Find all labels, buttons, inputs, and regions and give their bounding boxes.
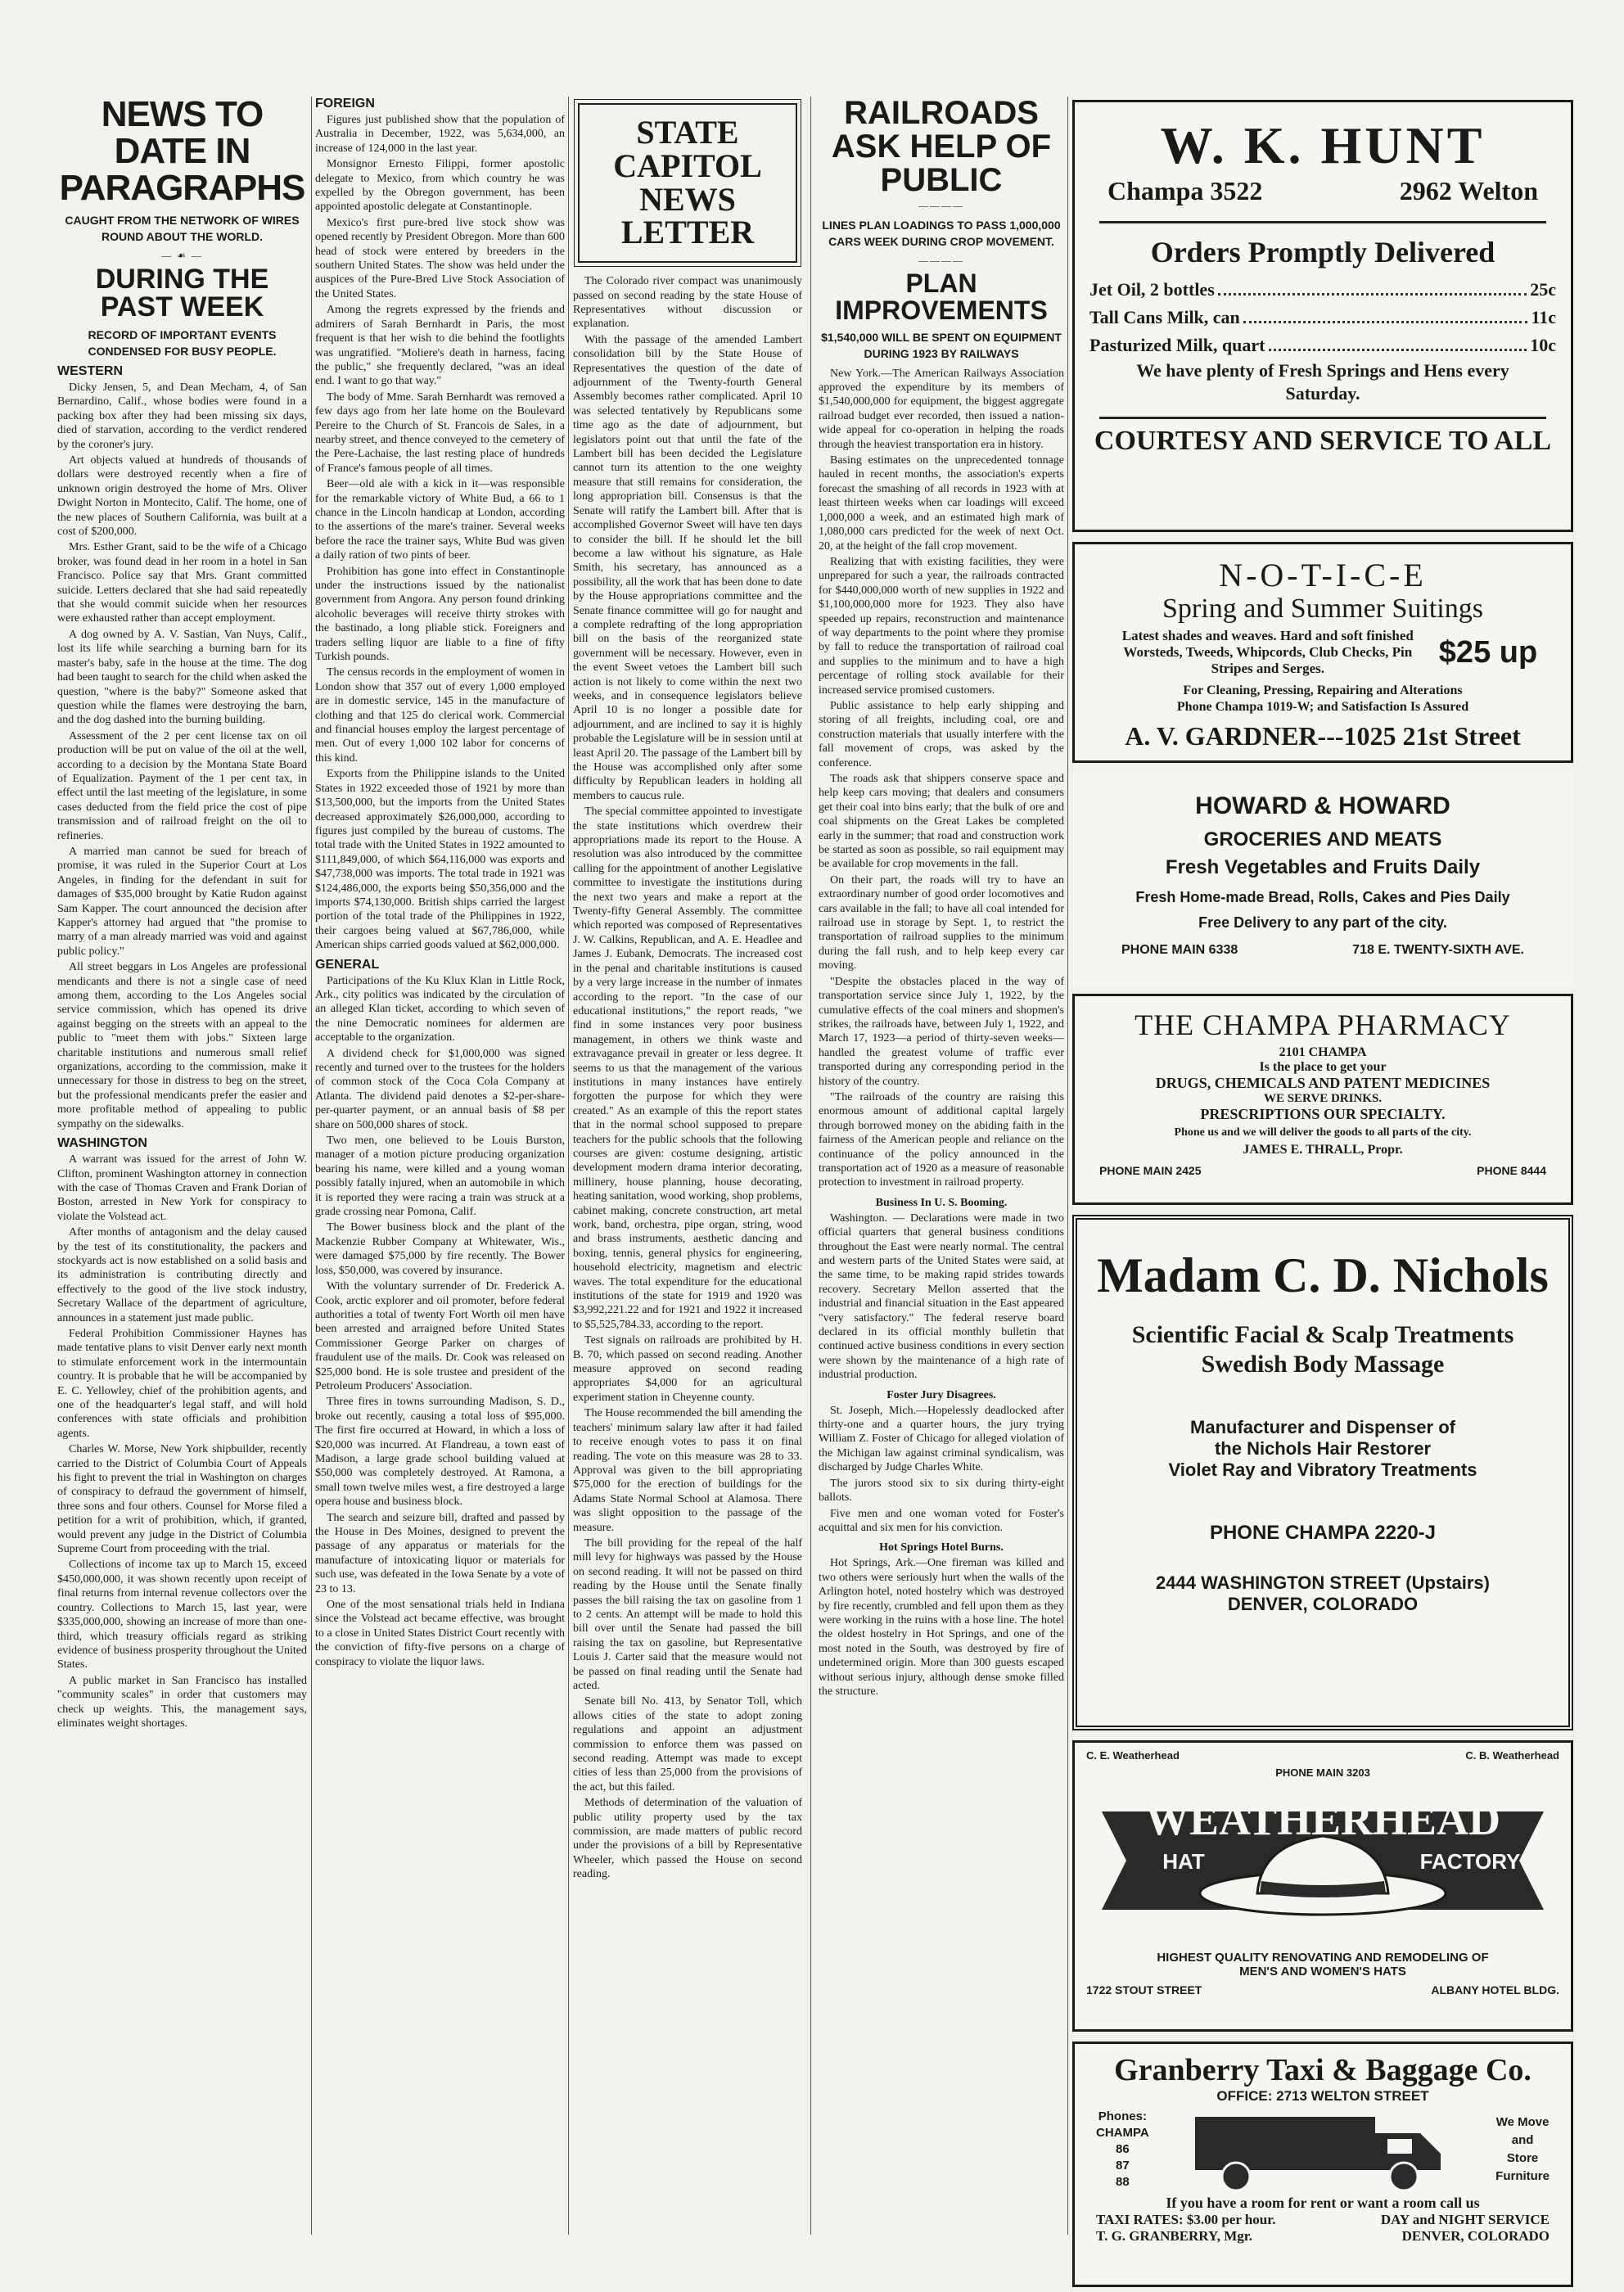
weatherhead-line2: MEN'S AND WOMEN'S HATS: [1239, 1965, 1406, 1978]
hunt-address: 2962 Welton: [1399, 176, 1538, 205]
notice-title: N-O-T-I-C-E: [1219, 557, 1427, 593]
weatherhead-brand: WEATHERHEAD: [1144, 1795, 1501, 1844]
article-paragraph: Three fires in towns surrounding Madison, S. D., broke out recently, causing a total loss of $95,000. The first fire occurred at Howard, in which a loss of $20,000 was incurred. At Flandreau, a town east of Madison, a large grade school building valued at $50,000 was completely destroyed. At Ramona, a small town twelve miles west, a fire destroyed a large opera house and business block.: [315, 1396, 565, 1509]
howard-contact-row: [1072, 943, 1573, 958]
article-paragraph: A married man cannot be sued for breach of promise, it was ruled in the Superior Court at Los Angeles, in finding for the defendant in suit for damages of $35,000 brought by Katie Rudon against Sam Kapper. The court announced the decision after Kapper's attorney had argued that "the promise to marry of a man already married was void and against public policy.": [57, 845, 307, 958]
article-paragraph: "Despite the obstacles placed in the way of transportation service since July 1, 1922, by the cumulative effects of the coal miners and shopmen's strikes, the railroads have, between July 1, 1922, and March 17, 1923—a period of thirty-seven weeks—handled the greatest volume of traffic ever transported during any corresponding period in the history of the country.: [819, 975, 1064, 1088]
article-paragraph: A warrant was issued for the arrest of John W. Clifton, prominent Washington attorney in connection with the case of Thomas Craven and Frank Dorian of Boston, arrested in New York for conspiracy to violate the Volstead act.: [57, 1153, 307, 1223]
article-paragraph: Beer—old ale with a kick in it—was responsible for the remarkable victory of White Bud, a 66 to 1 chance in the Lincoln handicap at London, according to the assertions of the mare's trainer. Several weeks before the race the trainer says, White Bud was given a daily ration of two pints of beer.: [315, 478, 565, 562]
howard-line4: Free Delivery to any part of the city.: [1198, 914, 1447, 931]
article-paragraph: The jurors stood six to six during thirty-eight ballots.: [819, 1477, 1064, 1505]
nichols-line4: the Nichols Hair Restorer: [1214, 1438, 1432, 1459]
subhead-hot-springs: Hot Springs Hotel Burns.: [879, 1541, 1004, 1554]
article-paragraph: The census records in the employment of women in London show that 357 out of every 1,000 employed are in domestic service, 145 in the manufacture of clothing and that 125 do clerical work. Commercial and financial houses employ the largest percentage of men. Out of every 1,000 102 labor for concerns of this kind.: [315, 666, 565, 765]
article-paragraph: Exports from the Philippine islands to the United States in 1922 exceeded those of 1921 by more than $13,500,000, but the imports from the United States decreased approximately $26,000,000, according to figures just compiled by the bureau of customs. The total trade with the United States in 1922 amounted to $111,849,000, of which $64,116,000 was exports and $47,738,000 was imports. The total trade in 1921 was $124,486,000, the exports being $50,356,000 and the imports $74,130,000. British ships carried the largest portion of the total trade of the Philippines in 1922, their cargoes being valued at $67,786,000, while American ships carried goods valued at $62,000,000.: [315, 768, 565, 952]
article-paragraph: Methods of determination of the valuation of public utility property used by the tax commission, are made matters of public record under the provisions of a bill by Representative Wheeler, which passed the House on second reading.: [573, 1797, 802, 1881]
column-news-to-date: [57, 94, 307, 2235]
hunt-slogan: Orders Promptly Delivered: [1150, 236, 1495, 268]
article-paragraph: Mrs. Esther Grant, said to be the wife of a Chicago broker, was found dead in her room in a hotel in San Francisco. Police say that Mrs. Grant committed suicide. Letters declared that she had said repeatedly that she would commit suicide when her resources were exhausted rather than accept employment.: [57, 541, 307, 625]
article-paragraph: Realizing that with existing facilities, they were unprepared for such a year, the railroads contracted for $440,000,000 worth of new supplies in 1922 and $1,100,000,000 more for 1923. They also have speeded up repairs, reconstruction and maintenance of way departments to the point where they promise by fall to reduce the transportation of railroad coal and supplies to the minimum and to have a high percentage of rolling stock available for their increased service promised customers.: [819, 555, 1064, 697]
howard-line1: GROCERIES AND MEATS: [1203, 828, 1442, 850]
article-paragraph: A dividend check for $1,000,000 was signed recently and turned over to the trustees for the holders of common stock of the Coca Cola Company at Atlanta. The dividend paid denotes a $2-per-share-per-quarter payment, or an annual basis of $8 per share on 500,000 shares of stock.: [315, 1047, 565, 1131]
divider: — ☙ —: [161, 249, 203, 261]
ad-weatherhead: [1072, 1740, 1573, 2032]
article-paragraph: A public market in San Francisco has installed "community scales" in order that customers may check up weights. This, the management says, eliminates weight shortages.: [57, 1674, 307, 1730]
hunt-footer: COURTESY AND SERVICE TO ALL: [1094, 426, 1552, 456]
pharmacy-line1: Is the place to get your: [1259, 1060, 1387, 1074]
article-paragraph: Two men, one believed to be Louis Burston, manager of a motion picture producing organization bearing his name, were killed and a young woman possibly fatally injured, when an automobile in which it is reported they were racing a train was struck at a grade crossing near Pomona, Calif.: [315, 1135, 565, 1219]
section-foreign: FOREIGN: [315, 97, 375, 111]
article-paragraph: One of the most sensational trials held in Indiana since the Volstead act became effective, was brought to a close in United States District Court recently with the conviction of fifty-five persons on a charge of conspiracy to violate the liquor laws.: [315, 1599, 565, 1668]
ad-madam-nichols: [1072, 1215, 1573, 1730]
notice-price: $25 up: [1438, 634, 1538, 670]
howard-line2: Fresh Vegetables and Fruits Daily: [1165, 856, 1481, 878]
column-railroads: [819, 97, 1064, 2235]
article-paragraph: The House recommended the bill amending the teachers' minimum salary law after it had failed to receive enough votes to pass it on final reading. The vote on this measure was 28 to 33. Approval was given to the bill appropriating $75,000 for the erection of buildings for the Adams State Normal School at Alamosa. There was slight opposition to the passage of the measure.: [573, 1407, 802, 1534]
article-paragraph: The roads ask that shippers conserve space and help keep cars moving; that dealers and consumers get their coal into bins early; that the bulk of ore and coal shipments on the Great Lakes be completed early in the summer; that road and construction work be started as soon as possible, so rail equipment may be available for crop movements in the fall.: [819, 773, 1064, 871]
pharmacy-line3: WE SERVE DRINKS.: [1263, 1092, 1383, 1105]
article-paragraph: Participations of the Ku Klux Klan in Little Rock, Ark., city politics was indicated by the circulation of an alleged Klan ticket, according to which seven of the nine Democratic nominees for aldermen are acceptable to the organization.: [315, 974, 565, 1044]
weatherhead-address-left: 1722 STOUT STREET: [1086, 1983, 1202, 1996]
column-rule: [568, 97, 569, 2235]
article-paragraph: On their part, the roads will try to have an extraordinary number of good order locomotives and cars available in the fall; to have all coal intended for railroad use in storage by Sept. 1, to restrict the transportation of railroad supplies to the minimum during the fall rush, and to help keep every car moving.: [819, 873, 1064, 972]
pharmacy-line5: Phone us and we will deliver the goods to all parts of the city.: [1174, 1126, 1472, 1139]
nichols-line3: Manufacturer and Dispenser of: [1190, 1417, 1455, 1437]
article-paragraph: Prohibition has gone into effect in Constantinople under the instructions issued by the nationalist government from Angora. Any person found drinking alcoholic beverages will receive thirty strokes with the bastinado, a long pliable stick. Foreigners and traders selling liquor are liable to a fine of fifty Turkish pounds.: [315, 565, 565, 664]
nichols-line5: Violet Ray and Vibratory Treatments: [1168, 1460, 1477, 1480]
notice-subtitle: Spring and Summer Suitings: [1162, 593, 1483, 624]
article-paragraph: Monsignor Ernesto Filippi, former apostolic delegate to Mexico, from which country he was expelled by the Obregon government, has been appointed apostolic delegate at Constantinople.: [315, 158, 565, 214]
pharmacy-proprietor: JAMES E. THRALL, Propr.: [1243, 1143, 1403, 1157]
weatherhead-hat: HAT: [1162, 1849, 1205, 1874]
notice-footer: A. V. GARDNER---1025 21st Street: [1125, 721, 1521, 751]
weatherhead-address-right: ALBANY HOTEL BLDG.: [1431, 1983, 1559, 1996]
article-paragraph: St. Joseph, Mich.—Hopelessly deadlocked after thirty-one and a quarter hours, the jury trying William Z. Foster of Chicago for alleged violation of the Michigan law against criminal syndicalism, was discharged by Judge Charles White.: [819, 1404, 1064, 1474]
deck-equipment: $1,540,000 WILL BE SPENT ON EQUIPMENT DURING 1923 BY RAILWAYS: [821, 330, 1062, 360]
article-paragraph: The special committee appointed to investigate the state institutions which overdrew their appropriations made its report to the House. A resolution was also introduced by the committee calling for the appointment of another Legislative committee to investigate the institutions during the next two years and make a report at the Twenty-fifty General Assembly. The committee which reported was composed of Representatives J. W. Calkins, Republican, and A. E. Headlee and James J. Eubank, Democrats. The increased cost in the penal and charitable institutions is caused by a very large increase in the number of inmates according to the report. "In the case of our educational institutions," the report reads, "we find in some instances very poor business management, in others we think waste and extravagance prevail in greater or less degree. It seems to us that the management of the various institutions in many instances have entirely forgotten the purpose for which they were created." As an example of this the report states that in the normal school supposed to prepare teachers for the public schools that the following courses are given: costume designing, artistic development modern drama interior decorating, millinery, house planning, house decorating, heating sanitation, wood working, shop problems, cabinet making, concrete construction, art metal work, band, orchestra, pipe organ, string, wood and brass instruments, aesthetic dancing and boxing, tennis, general physics for engineering, household electricity, magnetism and electric waves. The total expenditure for the educational institutions of the state for 1919 and 1920 was $3,992,221.22 and for 1921 and 1922 it increased to $5,525,784.33, according to the report.: [573, 805, 802, 1331]
article-paragraph: The search and seizure bill, drafted and passed by the House in Des Moines, designed to prevent the passage of any apparatus or materials for the manufacture of intoxicating liquor or materials for such use, was defeated in the Iowa Senate by a vote of 23 to 13.: [315, 1511, 565, 1595]
article-paragraph: All street beggars in Los Angeles are professional mendicants and there is not a single case of need among them, according to the Los Angeles social service commission, which has opened its drive against begging on the streets with an appeal to the public to "meet them with jobs." Sixteen large charitable institutions and numerous small relief organizations, according to the commission, make it unnecessary for those in distress to beg on the street, but the professional mendicants prefer the easier and more profitable method of appealing to public sympathy on the sidewalks.: [57, 961, 307, 1130]
pharmacy-phone-right: PHONE 8444: [1477, 1164, 1546, 1177]
column-rule: [810, 97, 811, 2235]
article-paragraph: After months of antagonism and the delay caused by the test of its constitutionality, the packers and stockyards act is now established on a solid basis and its administration is contributing directly and effectively to the good of the live stock industry, Secretary Wallace of the department of agriculture, announces in a statement just made public.: [57, 1226, 307, 1324]
state-capitol-title-box: [578, 103, 797, 263]
article-paragraph: Washington. — Declarations were made in two official quarters that general business conditions throughout the East were nearly normal. The central and western parts of the United States were said, at the same time, to be making rapid strides towards recovery. Secretary Mellon asserted that the industrial and financial situation in the East appeared "very satisfactory." The federal reserve board declared in its official monthly bulletin that continued active business conditions in every section were shown by the maintenance of a high rate of industrial production.: [819, 1211, 1064, 1382]
granberry-phones: Phones: CHAMPA 86 87 88: [1096, 2109, 1149, 2189]
article-paragraph: The Colorado river compact was unanimously passed on second reading by the state House of Representatives without discussion or explanation.: [573, 275, 802, 331]
nichols-phone: PHONE CHAMPA 2220-J: [1209, 1522, 1437, 1544]
price-item: Pasturized Milk, quart 10c: [1075, 332, 1571, 359]
ad-gardner-notice: [1072, 542, 1573, 763]
granberry-owner: T. G. GRANBERRY, Mgr.: [1096, 2228, 1252, 2244]
pharmacy-line2: DRUGS, CHEMICALS AND PATENT MEDICINES: [1155, 1075, 1491, 1091]
hunt-name: W. K. HUNT: [1160, 116, 1486, 174]
nichols-line2: Swedish Body Massage: [1201, 1351, 1445, 1378]
weatherhead-address-row: [1075, 1983, 1571, 1996]
pharmacy-line4: PRESCRIPTIONS OUR SPECIALTY.: [1200, 1106, 1446, 1122]
section-general: GENERAL: [315, 957, 380, 972]
granberry-services: We Move and Store Furniture: [1495, 2115, 1550, 2183]
howard-address: 718 E. TWENTY-SIXTH AVE.: [1352, 943, 1524, 957]
column-foreign-general: [315, 97, 565, 2235]
article-paragraph: With the voluntary surrender of Dr. Frederick A. Cook, arctic explorer and oil promoter, before federal authorities a total of twenty Fort Worth oil men have been arrested and arraigned before United States Commissioner George Parker on charges of fraudulent use of the mails. Dr. Cook was released on $25,000 bond. He is sole trustee and president of the Petroleum Producers' Association.: [315, 1280, 565, 1392]
headline-news-to-date: NEWS TO DATE IN PARAGRAPHS: [59, 94, 305, 208]
granberry-owner-row: [1075, 2228, 1571, 2245]
article-paragraph: The body of Mme. Sarah Bernhardt was removed a few days ago from her late home on the Boulevard Pereire to the Church of St. Francois de Sales, in a nearby street, and thence conveyed to the cemetery of the Pere-Lachaise, the last resting place of hundreds of France's famous people of all times.: [315, 390, 565, 475]
pharmacy-address: 2101 CHAMPA: [1279, 1045, 1367, 1059]
granberry-rates: TAXI RATES: $3.00 per hour.: [1096, 2212, 1276, 2227]
headline-railroads: RAILROADS ASK HELP OF PUBLIC: [831, 95, 1052, 198]
article-paragraph: Basing estimates on the unprecedented tonnage hauled in recent months, the association's experts forecast the smashing of all records in 1923 with at least thirteen weeks when car loadings will exceed 1,000,000 a week, and an estimated high mark of 1,080,000 cars predicted for the week of next Oct. 20, at the height of the fall crop movement.: [819, 454, 1064, 553]
hunt-phone: Champa 3522: [1107, 176, 1263, 205]
notice-description: Latest shades and weaves. Hard and soft finished Worsteds, Tweeds, Whipcords, Club Checks, Pin Stripes and Serges.: [1121, 628, 1414, 676]
nichols-address1: 2444 WASHINGTON STREET (Upstairs): [1156, 1572, 1490, 1593]
granberry-name: Granberry Taxi & Baggage Co.: [1114, 2053, 1532, 2087]
pharmacy-name: THE CHAMPA PHARMACY: [1135, 1008, 1511, 1041]
granberry-line1: If you have a room for rent or want a room call us: [1166, 2195, 1480, 2211]
weatherhead-logo: [1094, 1779, 1552, 1951]
article-paragraph: Five men and one woman voted for Foster's acquittal and six men for his conviction.: [819, 1507, 1064, 1534]
article-paragraph: Public assistance to help early shipping and storing of all freights, including coal, ore and construction materials that usually interfere with the fall movement of crops, was asked by the conference.: [819, 699, 1064, 769]
deck-network-of-wires: CAUGHT FROM THE NETWORK OF WIRES ROUND ABOUT THE WORLD.: [65, 213, 300, 243]
article-paragraph: With the passage of the amended Lambert consolidation bill by the State House of Representatives the question of the date of adjournment of the Twenty-fourth General Assembly becomes rather complicated. April 10 was selected tentatively by Republicans some time ago as the date of adjournment, but legislators point out that until the fate of the Lambert bill has been decided the Legislature cannot turn its attention to the one weighty measure that still remains for consideration, the long appropriation bill. Consensus is that the Senate will ratify the Lambert bill. After that is accomplished Governor Sweet will have ten days to consider the bill. If he should let the bill become a law without his signature, as Hale Smith, his secretary, has announced as a possibility, all the work that has been done to date by the House appropriations committee and the Senate finance committee will go for naught and a complete redrafting of the long appropriation bill on the basis of the reorganized state government will be necessary. However, even in the event Sweet vetoes the Lambert bill such action is not likely to come within the next two weeks, and in consequence legislators believe April 10 is no longer a possible date for adjournment, and are inclined to say it is highly probable the Legislature will be in session until at least April 20. The passage of the Lambert bill by the House was accomplished only after some difficulty by Republican leaders in holding all members to caucus rule.: [573, 333, 802, 802]
deck-loadings: LINES PLAN LOADINGS TO PASS 1,000,000 CARS WEEK DURING CROP MOVEMENT.: [822, 219, 1061, 249]
weatherhead-left-name: C. E. Weatherhead: [1086, 1749, 1180, 1762]
weatherhead-line1: HIGHEST QUALITY RENOVATING AND REMODELING OF: [1157, 1951, 1489, 1965]
nichols-line1: Scientific Facial & Scalp Treatments: [1131, 1321, 1514, 1348]
ad-wk-hunt: [1072, 100, 1573, 532]
notice-body-row: [1085, 628, 1561, 677]
article-paragraph: Figures just published show that the population of Australia in December, 1922, was 5,634,000, an increase of 124,000 in the last year.: [315, 114, 565, 155]
divider: ————: [918, 200, 964, 212]
article-paragraph: Senate bill No. 413, by Senator Toll, which allows cities of the state to adopt zoning regulations and appoint an adjustment commission to enforce them was passed on second reading. Attempt was made to except cities of less than 25,000 from the provisions of the act, but this failed.: [573, 1695, 802, 1793]
article-paragraph: New York.—The American Railways Association approved the expenditure by its members of $1,540,000,000 for equipment, the biggest aggregate railroad budget ever recorded, then issued a nation-wide appeal for co-operation in helping the roads through the heaviest transportation era in history.: [819, 367, 1064, 451]
price-item: Tall Cans Milk, can 11c: [1075, 304, 1571, 332]
granberry-hours: DAY and NIGHT SERVICE: [1380, 2212, 1550, 2227]
article-paragraph: Hot Springs, Ark.—One fireman was killed and two others were seriously hurt when the walls of the Arlington hotel, noted hostelry which was destroyed by fire recently, crumbled and fell upon them as they were working in the ruins with a hose line. The hotel the oldest hostelry in Hot Springs, and one of the most noted in the South, was destroyed by fire of undetermined origin. More than 300 guests escaped without serious injury, although dense smoke filled the structure.: [819, 1557, 1064, 1698]
divider: [1099, 221, 1546, 223]
headline-state-capitol: STATE CAPITOL NEWS LETTER: [613, 114, 762, 251]
granberry-office: OFFICE: 2713 WELTON STREET: [1216, 2088, 1429, 2104]
truck-icon: [1187, 2105, 1457, 2195]
subhead-foster-jury: Foster Jury Disagrees.: [886, 1388, 996, 1401]
advertisements-column: [1072, 100, 1580, 2244]
article-paragraph: Assessment of the 2 per cent license tax on oil production will be put on value of the oil at the well, according to a decision by the Montana State Board of Equalization. Payment of the 1 per cent tax, in effect until the last meeting of the legislature, in some cases deducted from the field price the cost of pipe transmission and of railroad freight on the oil to refineries.: [57, 729, 307, 842]
weatherhead-phone: PHONE MAIN 3203: [1275, 1766, 1370, 1779]
article-paragraph: Federal Prohibition Commissioner Haynes has made tentative plans to visit Denver early next month to stimulate enforcement work in the intermountain country. It is probable that he will be accompanied by E. C. Yellowley, chief of the prohibition agents, and one of the headquarter's legal staff, and will hold conferences with state officials and prohibition agents.: [57, 1327, 307, 1440]
subhead-business-booming: Business In U. S. Booming.: [875, 1196, 1008, 1209]
pharmacy-phone-row: [1075, 1164, 1571, 1177]
weatherhead-right-name: C. B. Weatherhead: [1465, 1749, 1559, 1762]
weatherhead-established: ESTABLISHED 1902: [1268, 1914, 1378, 1927]
howard-line3: Fresh Home-made Bread, Rolls, Cakes and Pies Daily: [1135, 889, 1510, 905]
ad-howard-howard: [1072, 773, 1573, 987]
ad-champa-pharmacy: [1072, 994, 1573, 1205]
article-paragraph: Among the regrets expressed by the friends and admirers of Sarah Bernhardt in Paris, the most frequent is that her wish to die behind the footlights was ungratified. "Moliere's death in harness, facing the public," she frequently declared, "was an ideal end. I want to go that way.": [315, 304, 565, 388]
column-rule: [311, 97, 312, 2235]
notice-services: For Cleaning, Pressing, Repairing and Alterations: [1183, 684, 1463, 697]
howard-phone: PHONE MAIN 6338: [1121, 943, 1238, 957]
article-paragraph: Mexico's first pure-bred live stock show was opened recently by President Obregon. More than 600 head of stock were entered by breeders in the southern United States. The show was held under the auspices of the Pure-Bred Live Stock Association of the United States.: [315, 216, 565, 300]
divider: [1099, 417, 1546, 419]
pharmacy-phone-left: PHONE MAIN 2425: [1099, 1164, 1202, 1177]
headline-plan-improvements: PLAN IMPROVEMENTS: [835, 268, 1048, 326]
granberry-city: DENVER, COLORADO: [1401, 2228, 1550, 2244]
nichols-address2: DENVER, COLORADO: [1227, 1594, 1419, 1614]
ad-granberry-taxi: [1072, 2042, 1573, 2287]
article-paragraph: The bill providing for the repeal of the half mill levy for highways was passed by the House on second reading. It will not be passed on third reading by the House until the Senate finally passes the bill raising the tax on gasoline from 1 to 2 cents. An attempt will be made to hold this bill over until the Senate had passed the bill raising the tax on gasoline, but Representative Louis J. Carter said that the measure would not be passed on final reading until the Senate had acted.: [573, 1536, 802, 1692]
howard-name: HOWARD & HOWARD: [1195, 792, 1450, 819]
article-paragraph: The Bower business block and the plant of the Mackenzie Rubber Company at Whitewater, Wis., were damaged $75,000 by fire recently. The Bower loss, $50,000, was covered by insurance.: [315, 1221, 565, 1277]
weatherhead-factory: FACTORY: [1419, 1849, 1521, 1874]
section-western: WESTERN: [57, 363, 123, 378]
hunt-price-list: [1075, 276, 1571, 359]
notice-phone: Phone Champa 1019-W; and Satisfaction Is Assured: [1176, 700, 1469, 714]
article-paragraph: Charles W. Morse, New York shipbuilder, recently carried to the District of Columbia Court of Appeals his fight to prevent the trial in Washington on charges of conspiracy to defraud the government of himself, three sons and four others. Counsel for Morse filed a petition for a writ of prohibition, which, if granted, would prevent any judge in the District of Columbia Supreme Court from proceeding with the trial.: [57, 1443, 307, 1556]
price-item: Jet Oil, 2 bottles 25c: [1075, 276, 1571, 304]
column-rule: [1067, 97, 1068, 2235]
article-paragraph: Collections of income tax up to March 15, exceed $450,000,000, it was shown recently upon receipt of final returns from internal revenue collectors over the country. Collections to March 15, last year, were $335,000,000, showing an increase of more than one-third, which treasury officials regard as striking evidence of business prosperity throughout the United States.: [57, 1559, 307, 1672]
hunt-contact-row: [1075, 176, 1571, 206]
divider: ————: [918, 255, 964, 267]
deck-record-of-events: RECORD OF IMPORTANT EVENTS CONDENSED FOR BUSY PEOPLE.: [88, 327, 277, 358]
hunt-note: We have plenty of Fresh Springs and Hens every Saturday.: [1136, 360, 1509, 404]
section-washington: WASHINGTON: [57, 1136, 147, 1151]
weatherhead-names-row: [1075, 1749, 1571, 1762]
article-paragraph: Art objects valued at hundreds of thousands of dollars were destroyed recently when a fire of unknown origin destroyed the home of Mrs. Oliver Dwight Norton in Montecito, Calif. The home, one of the new places of Southern California, was built at a cost of $200,000.: [57, 454, 307, 539]
headline-during-past-week: DURING THE PAST WEEK: [95, 263, 269, 323]
hat-logo-icon: [1094, 1779, 1552, 1951]
article-paragraph: "The railroads of the country are raising this enormous amount of additional capital largely through borrowed money on the abiding faith in the fairness of the American people and reliance on the continuance of the policy announced in the transportation act of 1920 as a measure of reasonable protection to investment in railroad property.: [819, 1090, 1064, 1189]
article-paragraph: Test signals on railroads are prohibited by H. B. 70, which passed on second reading. Another measure approved on second reading appropriates $4,000 for an agricultural experiment station in Cheyenne county.: [573, 1334, 802, 1404]
article-paragraph: A dog owned by A. V. Sastian, Van Nuys, Calif., lost its life while searching a burning barn for its master's baby, safe in the house at the time. The dog had been taught to search for the child when asked the question, "where is the baby?" Someone asked that question while the flames were destroying the barn, and the dog dashed into the burning building.: [57, 628, 307, 727]
nichols-name: Madam C. D. Nichols: [1097, 1248, 1549, 1302]
article-paragraph: Dicky Jensen, 5, and Dean Mecham, 4, of San Bernardino, Calif., whose bodies were found in a packing box after they had been missing six days, died of starvation, according to the verdict rendered by the coroner's jury.: [57, 381, 307, 451]
granberry-rates-row: [1075, 2212, 1571, 2228]
granberry-middle: [1075, 2105, 1571, 2195]
column-state-capitol: [573, 97, 802, 2235]
